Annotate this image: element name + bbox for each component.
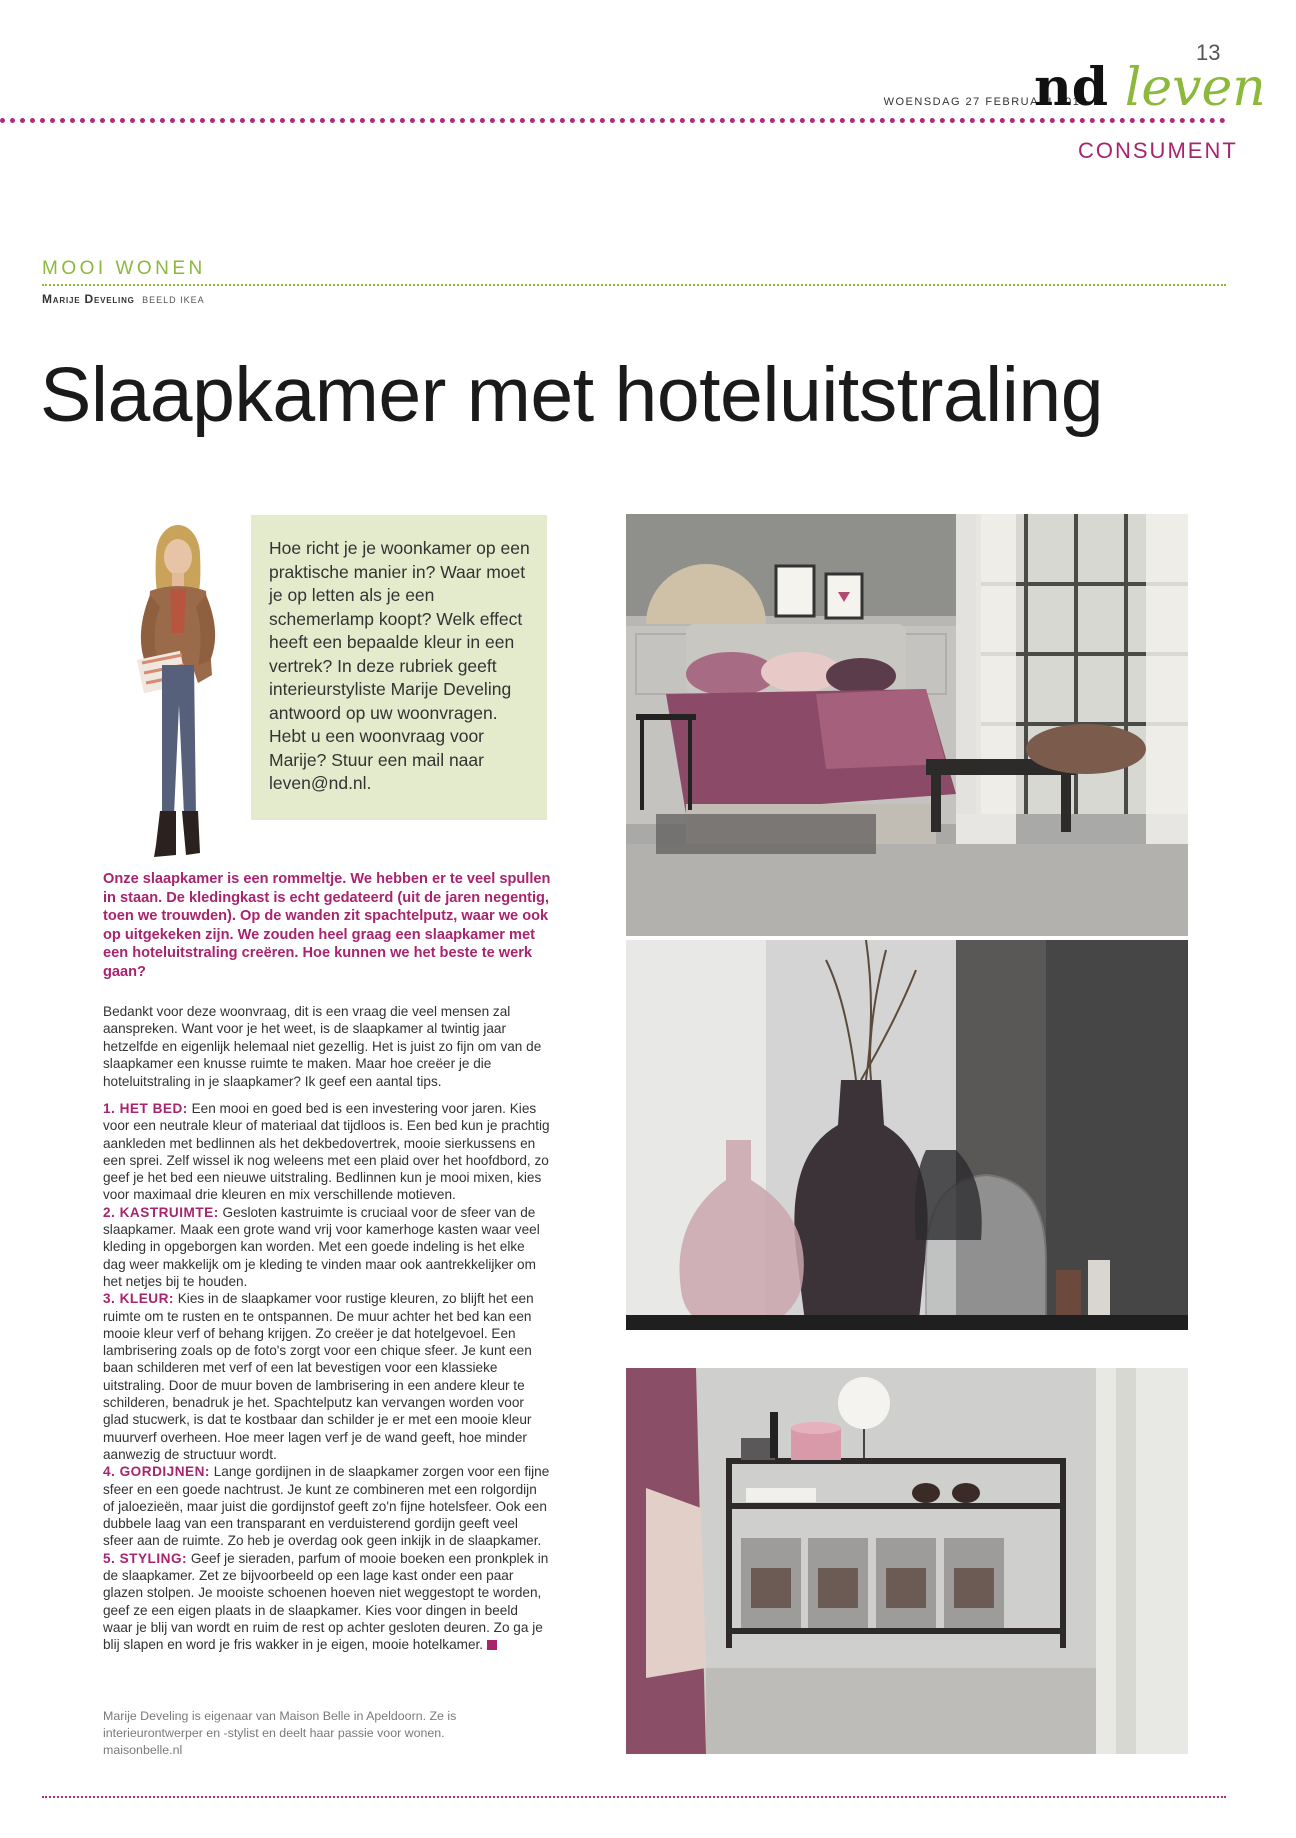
byline [42,292,205,306]
tip-heading: 2. KASTRUIMTE: [103,1204,219,1220]
tip-kastruimte [103,1204,551,1290]
tip-heading: 4. GORDIJNEN: [103,1464,210,1480]
byline-author: Marije Develing [42,292,135,306]
byline-photo-credit: BEELD IKEA [142,295,205,305]
photo-shelf-storage [626,1368,1188,1754]
brand-nd: nd [1034,57,1109,118]
brand-leven: leven [1124,58,1266,118]
footer-divider [42,1796,1226,1798]
photo-glass-vases [626,940,1188,1330]
kicker: MOOI WONEN [42,258,206,279]
kicker-divider [42,284,1226,286]
tip-text: Lange gordijnen in de slaapkamer zorgen voor een fijne sfeer en een goede nachtrust. Je kunt ze combineren met een rolgordijn of jaloezieën, maar juist die gordijnstof geeft zo'n fijne hotelsfeer. Ook een dubbele laag van een transparant en verduisterend gordijn geeft veel sfeer aan de ruimte. Zo heb je overdag ook geen inkijk in de slaapkamer. [103,1464,550,1549]
author-portrait [104,515,254,870]
tip-heading: 3. KLEUR: [103,1291,174,1307]
tip-text: Een mooi en goed bed is een investering voor jaren. Kies voor een neutrale kleur of materiaal dat tijdloos is. Een bed kun je prachtig aankleden met bedlinnen als het dekbedovertrek, mooie sierkussens en een sprei. Zelf wissel ik nog weleens met een plaid over het hoofdbord, zo geef je het bed een nieuwe uitstraling. Bedlinnen kun je mooi mixen, kies voor maximaal drie kleuren en mix verschillende motieven. [103,1101,550,1203]
tip-text: Kies in de slaapkamer voor rustige kleuren, zo blijft het een ruimte om te rusten en te ontspannen. De muur achter het bed kan een mooie kleur verf of behang krijgen. Zo creëer je dat hotelgevoel. Een lambrisering zoals op de foto's zorgt voor een chique sfeer. Je kunt een baan schilderen met verf of een lat bevestigen voor een klassieke uitstraling. Door de muur boven de lambrisering in een andere kleur te schilderen, benadruk je het. Spachtelputz kan vervangen worden voor glad stucwerk, is dat te kostbaar dan schilder je er met een mooie kleur muurverf overheen. Hoe meer lagen verf je de wand geeft, hoe minder aanwezig de structuur wordt. [103,1291,534,1462]
tip-heading: 5. STYLING: [103,1550,188,1566]
tip-gordijnen [103,1463,551,1549]
tip-styling [103,1550,551,1654]
end-of-article-mark [487,1640,497,1650]
reader-question: Onze slaapkamer is een rommeltje. We hebben er te veel spullen in staan. De kledingkast is echt gedateerd (uit de jaren negentig, toen we trouwden). Op de wanden zit spachtelputz, waar we ook op uitgekeken zijn. We zouden heel graag een slaapkamer met een hoteluitstraling creëren. Hoe kunnen we het beste te werk gaan? [103,871,551,980]
tip-text: Gesloten kastruimte is cruciaal voor de sfeer van de slaapkamer. Maak een grote wand vrij voor kamerhoge kasten waar veel kleding in opgeborgen kan worden. Met een goede indeling is het elke dag weer makkelijk om je kleding te vinden maar ook aantrekkelijker om het netjes bij te houden. [103,1204,540,1289]
tip-bed [103,1100,551,1204]
header-divider [0,118,1226,123]
brand-logo [1034,58,1266,118]
tip-text: Geef je sieraden, parfum of mooie boeken een pronkplek in de slaapkamer. Zet ze bijvoorbeeld op een lage kast onder een paar glazen stolpen. Je mooiste schoenen hoeven niet weggestopt te worden, geef ze een eigen plaats in de slaapkamer. Kies voor dingen in beeld waar je blij van wordt en ruim de rest op achter gesloten deuren. Zo ga je blij slapen en word je fris wakker in je eigen, mooie hotelkamer. [103,1550,549,1653]
page-number: 13 [1196,40,1221,65]
answer-intro: Bedankt voor deze woonvraag, dit is een vraag die veel mensen zal aanspreken. Want voor je het weet, is de slaapkamer al twintig jaar hetzelfde en eigenlijk helemaal niet gezellig. Het is juist zo fijn om van de slaapkamer een knusse ruimte te maken. Maar hoe creëer je die hoteluitstraling in je slaapkamer? Ik geef een aantal tips. [103,1004,542,1089]
tip-kleur [103,1290,551,1463]
intro-box [251,515,547,820]
section-label: CONSUMENT [1078,138,1238,163]
intro-text: Hoe richt je je woonkamer op een praktische manier in? Waar moet je op letten als je een schemerlamp koopt? Welk effect heeft een bepaalde kleur in een vertrek? In deze rubriek geeft interieurstyliste Marije Develing antwoord op uw woonvragen. Hebt u een woonvraag voor Marije? Stuur een mail naar leven@nd.nl. [269,538,530,793]
issue-date: WOENSDAG 27 FEBRUARI 2019 [883,96,1088,108]
tips-list [103,1100,551,1654]
author-bio: Marije Develing is eigenaar van Maison Belle in Apeldoorn. Ze is interieurontwerper en -stylist en deelt haar passie voor wonen. maisonbelle.nl [103,1709,457,1757]
photo-bedroom [626,514,1188,936]
headline: Slaapkamer met hoteluitstraling [40,352,1104,438]
tip-heading: 1. HET BED: [103,1101,188,1116]
